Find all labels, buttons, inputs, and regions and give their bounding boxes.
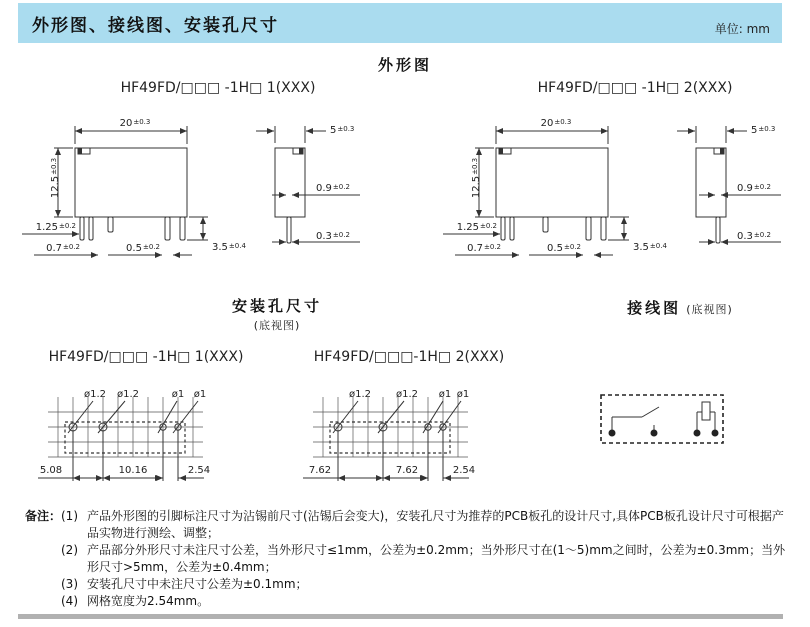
outline-drawing-right [431, 112, 810, 264]
dim-pin-length: $3.5^{\pm 0.4}$ [212, 242, 246, 253]
dim-pin-tip: $0.3^{\pm 0.2}$ [316, 231, 350, 242]
dim-pin-pitch: $1.25^{\pm 0.2}$ [456, 222, 497, 233]
dim-pin-length: $3.5^{\pm 0.4}$ [633, 242, 667, 253]
hole-label-3: ø1 [438, 389, 452, 400]
hole-label-4: ø1 [456, 389, 470, 400]
wiring-section-header [560, 297, 800, 318]
wiring-section-subtitle: (底视图) [686, 303, 733, 316]
note-number: (3) [61, 577, 78, 591]
mounting-section-subtitle: (底视图) [253, 319, 301, 332]
dim-pin-width-b: $0.5^{\pm 0.2}$ [126, 243, 160, 254]
dim-pin-width-a: $0.7^{\pm 0.2}$ [467, 243, 501, 254]
pitch-label-3: 2.54 [187, 465, 211, 476]
mounting-section-title: 安装孔尺寸 [231, 297, 322, 315]
page-header [18, 3, 782, 43]
outline-model-left: HF49FD/□□□ -1H□ 1(XXX) [120, 80, 316, 96]
pitch-label-2: 10.16 [118, 465, 148, 476]
dim-pin-tip: $0.3^{\pm 0.2}$ [737, 231, 771, 242]
outline-model-right: HF49FD/□□□ -1H□ 2(XXX) [537, 80, 733, 96]
wiring-diagram [595, 388, 775, 458]
pitch-label-2: 7.62 [395, 465, 419, 476]
note-number: (1) [61, 509, 78, 523]
note-row-1 [25, 508, 795, 542]
notes-block [25, 508, 795, 610]
hole-label-4: ø1 [193, 389, 207, 400]
outline-drawing-left [10, 112, 405, 264]
notes-label: 备注： [25, 509, 62, 523]
note-number: (4) [61, 594, 78, 608]
dim-width: $20^{\pm 0.3}$ [540, 118, 572, 129]
hole-label-3: ø1 [171, 389, 185, 400]
page-title: 外形图、接线图、安装孔尺寸 [32, 15, 279, 36]
hole-label-1: ø1.2 [83, 389, 107, 400]
hole-label-2: ø1.2 [395, 389, 419, 400]
dim-depth: $5^{\pm 0.3}$ [751, 125, 776, 136]
dim-pin-width-b: $0.5^{\pm 0.2}$ [547, 243, 581, 254]
outline-section-title: 外形图 [377, 56, 432, 74]
hole-label-1: ø1.2 [348, 389, 372, 400]
note-text: 产品部分外形尺寸未注尺寸公差，当外形尺寸≤1mm，公差为±0.2mm；当外形尺寸在(1～5)mm之间时，公差为±0.3mm；当外形尺寸>5mm，公差为±0.4mm； [87, 543, 786, 574]
dim-height: $12.5^{\pm 0.3}$ [50, 157, 61, 199]
dim-depth: $5^{\pm 0.3}$ [330, 125, 355, 136]
note-text: 安装孔尺寸中未注尺寸公差为±0.1mm； [87, 577, 308, 591]
wiring-diagram-linework [595, 388, 775, 458]
footer-divider-bar [18, 614, 783, 619]
unit-label: 单位: mm [714, 22, 770, 36]
mounting-model-left: HF49FD/□□□ -1H□ 1(XXX) [48, 349, 244, 365]
note-row-3 [25, 576, 795, 593]
pitch-label-3: 2.54 [452, 465, 476, 476]
dim-width: $20^{\pm 0.3}$ [119, 118, 151, 129]
hole-label-2: ø1.2 [116, 389, 140, 400]
dim-pin-thickness: $0.9^{\pm 0.2}$ [737, 183, 771, 194]
dim-height: $12.5^{\pm 0.3}$ [471, 157, 482, 199]
dim-pin-thickness: $0.9^{\pm 0.2}$ [316, 183, 350, 194]
mounting-holes-drawing-left [30, 380, 265, 490]
note-text: 产品外形图的引脚标注尺寸为沾锡前尺寸(沾锡后会变大)，安装孔尺寸为推荐的PCB板孔的设计尺寸,具体PCB板孔设计尺寸可根据产品实物进行测绘、调整； [87, 509, 784, 540]
mounting-model-right: HF49FD/□□□-1H□ 2(XXX) [313, 349, 505, 365]
note-number: (2) [61, 543, 78, 557]
dim-pin-pitch: $1.25^{\pm 0.2}$ [35, 222, 76, 233]
note-text: 网格宽度为2.54mm。 [87, 594, 210, 608]
pitch-label-1: 5.08 [39, 465, 63, 476]
note-row-4 [25, 593, 795, 610]
mounting-holes-drawing-right [295, 380, 530, 490]
note-row-2 [25, 542, 795, 576]
dim-pin-width-a: $0.7^{\pm 0.2}$ [46, 243, 80, 254]
pitch-label-1: 7.62 [308, 465, 332, 476]
wiring-section-title: 接线图 [627, 299, 682, 317]
